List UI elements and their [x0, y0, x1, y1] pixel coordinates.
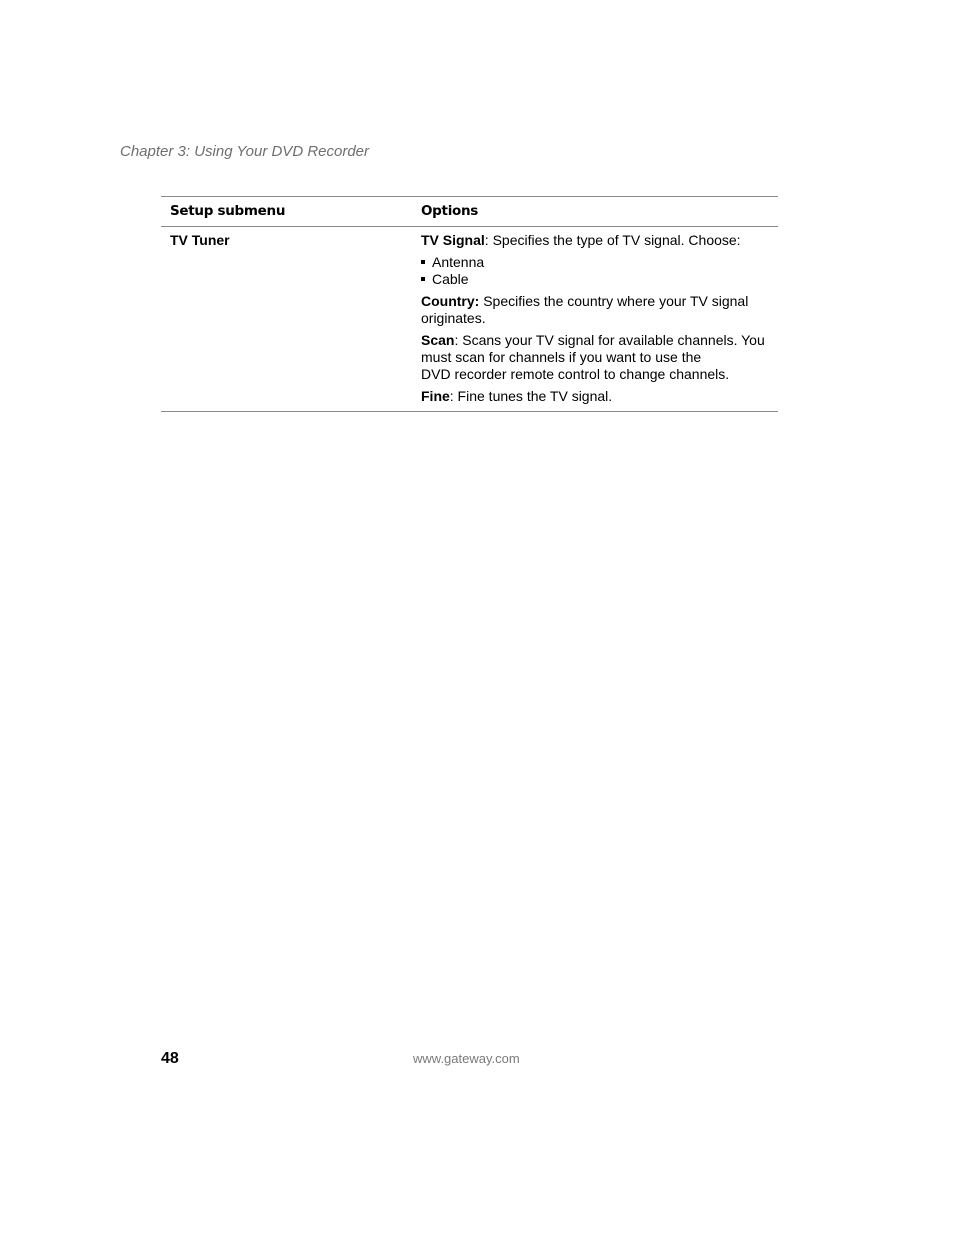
scan-description: : Scans your TV signal for available channels. You must scan for channels if you want to use the — [421, 332, 765, 365]
table-header-row — [161, 197, 778, 227]
table-row — [161, 227, 778, 412]
scan-description-continued: DVD recorder remote control to change channels. — [421, 366, 730, 382]
fine-term: Fine — [421, 388, 450, 404]
chapter-header: Chapter 3: Using Your DVD Recorder — [120, 143, 370, 160]
list-item — [421, 254, 770, 271]
scan-term: Scan — [421, 332, 455, 348]
country-term: Country: — [421, 293, 480, 309]
signal-type-list — [421, 254, 770, 288]
list-item — [421, 271, 770, 288]
country-option — [421, 293, 770, 327]
list-item-label: Antenna — [432, 254, 485, 270]
tv-signal-term: TV Signal — [421, 232, 485, 248]
fine-description: : Fine tunes the TV signal. — [449, 388, 613, 404]
column-header-options: Options — [412, 197, 778, 227]
options-cell — [412, 227, 778, 412]
country-description: Specifies the country where your TV signal originates. — [421, 293, 749, 326]
setup-submenu-table — [161, 196, 778, 412]
page-number: 48 — [161, 1050, 179, 1067]
tv-signal-option — [421, 232, 770, 249]
scan-option — [421, 332, 770, 383]
column-header-setup-submenu: Setup submenu — [161, 197, 412, 227]
fine-option — [421, 388, 770, 405]
bullet-square-icon — [421, 260, 425, 264]
tv-signal-description: : Specifies the type of TV signal. Choose: — [484, 232, 741, 248]
footer-url: www.gateway.com — [413, 1051, 520, 1066]
bullet-square-icon — [421, 277, 425, 281]
submenu-name-cell: TV Tuner — [161, 227, 412, 412]
list-item-label: Cable — [432, 271, 469, 287]
